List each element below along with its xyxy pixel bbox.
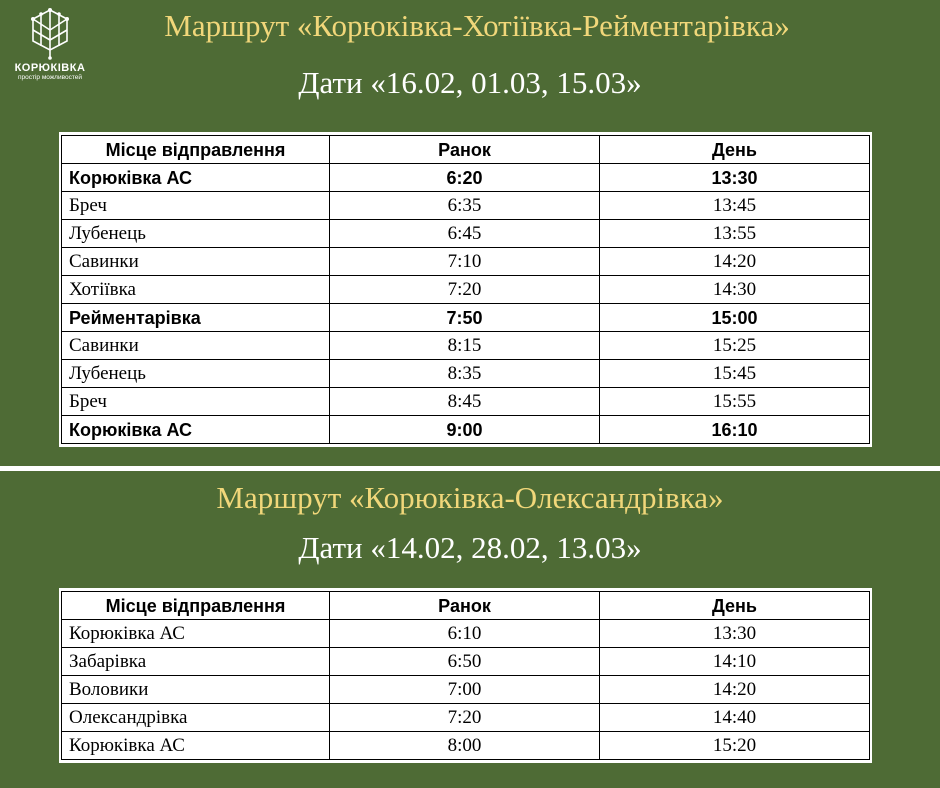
- table-row: [62, 648, 870, 676]
- day-time-cell: 14:20: [600, 676, 870, 704]
- table-row: [62, 220, 870, 248]
- table-row: [62, 676, 870, 704]
- day-time-cell: 13:30: [600, 620, 870, 648]
- table-row: [62, 704, 870, 732]
- stop-name-cell: Бреч: [62, 388, 330, 416]
- morning-time-cell: 8:45: [330, 388, 600, 416]
- stop-name-cell: Лубенець: [62, 220, 330, 248]
- table-row: [62, 732, 870, 760]
- table-header-row: [62, 592, 870, 620]
- logo-tagline: простір можливостей: [17, 74, 83, 81]
- day-time-cell: 15:25: [600, 332, 870, 360]
- day-time-cell: 15:55: [600, 388, 870, 416]
- day-time-cell: 16:10: [600, 416, 870, 444]
- stop-name-cell: Бреч: [62, 192, 330, 220]
- day-time-cell: 15:45: [600, 360, 870, 388]
- column-header-place: Місце відправлення: [62, 136, 330, 164]
- day-time-cell: 14:40: [600, 704, 870, 732]
- day-time-cell: 14:20: [600, 248, 870, 276]
- morning-time-cell: 6:20: [330, 164, 600, 192]
- morning-time-cell: 8:00: [330, 732, 600, 760]
- day-time-cell: 13:45: [600, 192, 870, 220]
- table-row: [62, 620, 870, 648]
- day-time-cell: 15:00: [600, 304, 870, 332]
- table-row: [62, 164, 870, 192]
- table-row: [62, 304, 870, 332]
- route1-dates: Дати «16.02, 01.03, 15.03»: [298, 65, 642, 100]
- column-header-day: День: [600, 136, 870, 164]
- stop-name-cell: Корюківка АС: [62, 732, 330, 760]
- day-time-cell: 14:10: [600, 648, 870, 676]
- day-time-cell: 15:20: [600, 732, 870, 760]
- table-row: [62, 276, 870, 304]
- table-row: [62, 248, 870, 276]
- stop-name-cell: Лубенець: [62, 360, 330, 388]
- route1-title: Маршрут «Корюківка-Хотіївка-Рейментарівка»: [164, 8, 790, 43]
- route2-timetable: [59, 588, 872, 763]
- table-row: [62, 192, 870, 220]
- morning-time-cell: 8:35: [330, 360, 600, 388]
- morning-time-cell: 6:10: [330, 620, 600, 648]
- stop-name-cell: Корюківка АС: [62, 164, 330, 192]
- morning-time-cell: 7:20: [330, 276, 600, 304]
- morning-time-cell: 7:20: [330, 704, 600, 732]
- column-header-morning: Ранок: [330, 592, 600, 620]
- stop-name-cell: Корюківка АС: [62, 620, 330, 648]
- day-time-cell: 13:55: [600, 220, 870, 248]
- route2-title: Маршрут «Корюківка-Олександрівка»: [216, 480, 724, 515]
- table-row: [62, 332, 870, 360]
- stop-name-cell: Хотіївка: [62, 276, 330, 304]
- table-row: [62, 388, 870, 416]
- morning-time-cell: 6:50: [330, 648, 600, 676]
- morning-time-cell: 7:50: [330, 304, 600, 332]
- stop-name-cell: Савинки: [62, 248, 330, 276]
- table-row: [62, 360, 870, 388]
- stop-name-cell: Савинки: [62, 332, 330, 360]
- stop-name-cell: Забарівка: [62, 648, 330, 676]
- section-divider: [0, 466, 940, 471]
- stop-name-cell: Олександрівка: [62, 704, 330, 732]
- morning-time-cell: 8:15: [330, 332, 600, 360]
- table-header-row: [62, 136, 870, 164]
- morning-time-cell: 7:10: [330, 248, 600, 276]
- morning-time-cell: 9:00: [330, 416, 600, 444]
- logo-name: КОРЮКІВКА: [14, 62, 86, 74]
- column-header-morning: Ранок: [330, 136, 600, 164]
- morning-time-cell: 6:35: [330, 192, 600, 220]
- route1-timetable: [59, 132, 872, 447]
- stop-name-cell: Рейментарівка: [62, 304, 330, 332]
- day-time-cell: 14:30: [600, 276, 870, 304]
- morning-time-cell: 7:00: [330, 676, 600, 704]
- day-time-cell: 13:30: [600, 164, 870, 192]
- morning-time-cell: 6:45: [330, 220, 600, 248]
- table-row: [62, 416, 870, 444]
- column-header-day: День: [600, 592, 870, 620]
- route2-dates: Дати «14.02, 28.02, 13.03»: [298, 530, 642, 565]
- stop-name-cell: Воловики: [62, 676, 330, 704]
- column-header-place: Місце відправлення: [62, 592, 330, 620]
- stop-name-cell: Корюківка АС: [62, 416, 330, 444]
